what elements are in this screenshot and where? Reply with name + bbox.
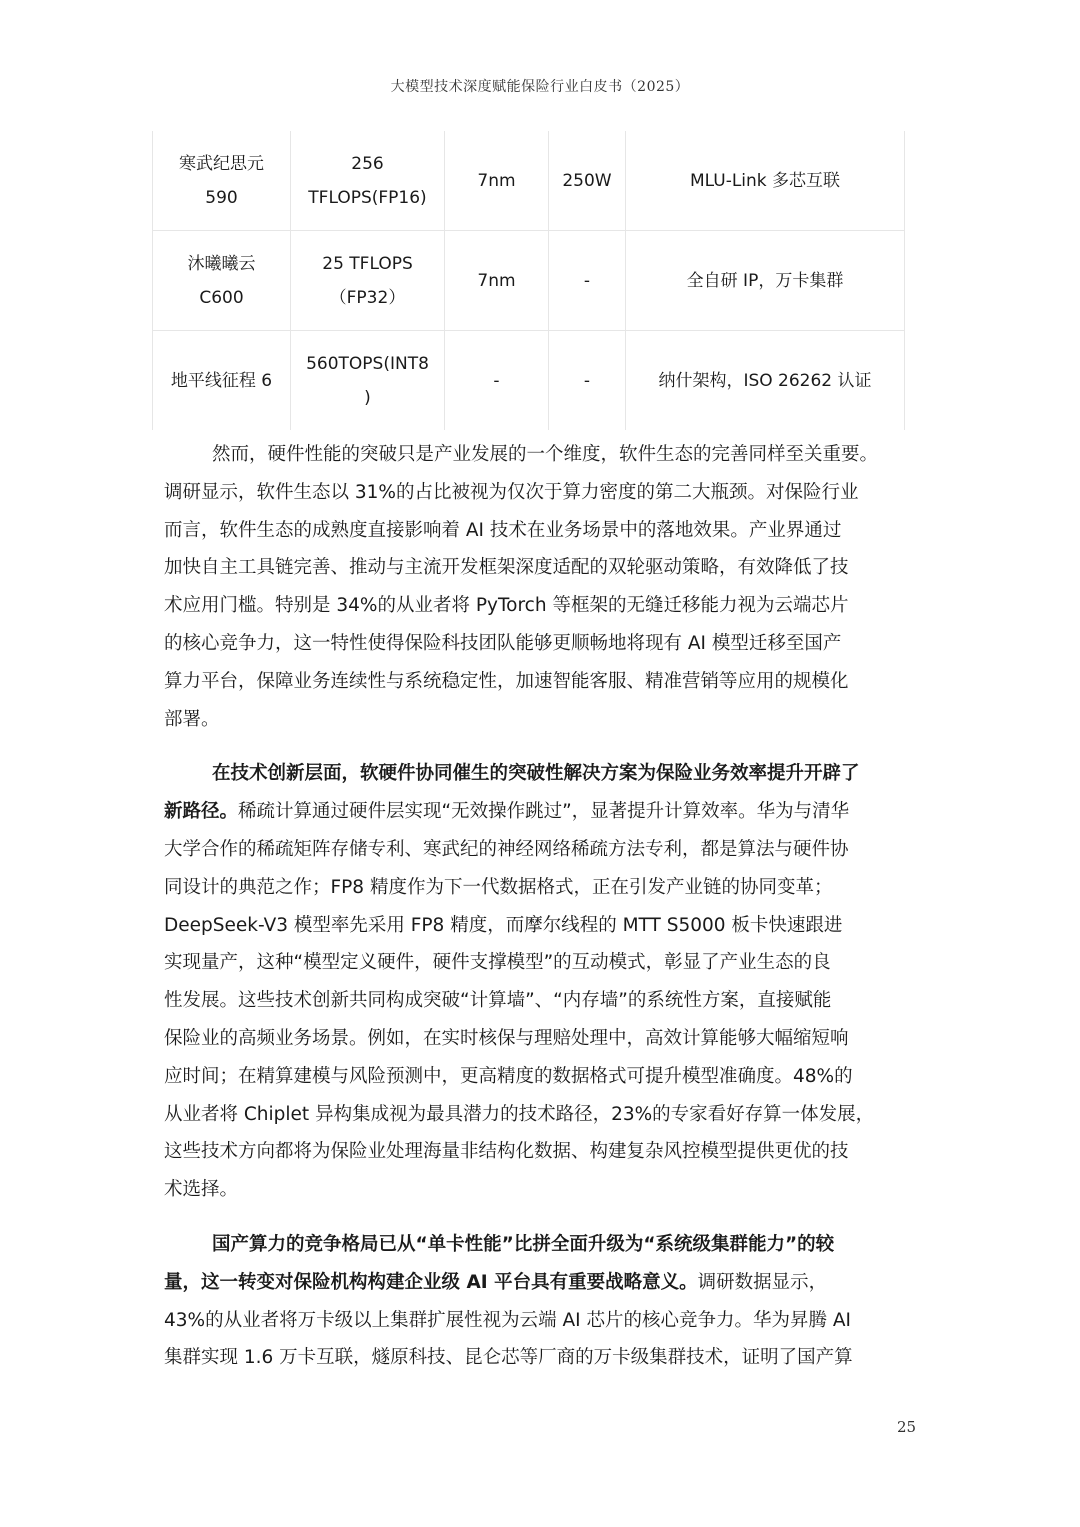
chip-name-cell: 寒武纪思元 590 — [153, 131, 291, 231]
paragraph-line: 集群实现 1.6 万卡互联，燧原科技、昆仑芯等厂商的万卡级集群技术，证明了国产算 — [164, 1347, 853, 1369]
paragraph-line: 调研显示，软件生态以 31%的占比被视为仅次于算力密度的第二大瓶颈。对保险行业 — [164, 481, 859, 503]
chip-name-cell: 地平线征程 6 — [153, 331, 291, 431]
paragraph-line: 加快自主工具链完善、推动与主流开发框架深度适配的双轮驱动策略，有效降低了技 — [164, 557, 849, 579]
paragraph-line: 然而，硬件性能的突破只是产业发展的一个维度，软件生态的完善同样至关重要。 — [212, 444, 879, 465]
paragraph-lead-bold: 国产算力的竞争格局已从“单卡性能”比拼全面升级为“系统级集群能力”的较 — [212, 1233, 835, 1255]
paragraph-line: 的核心竞争力，这一特性使得保险科技团队能够更顺畅地将现有 AI 模型迁移至国产 — [164, 632, 842, 654]
paragraph-line: 同设计的典范之作；FP8 精度作为下一代数据格式，正在引发产业链的协同变革； — [164, 876, 833, 898]
paragraph-line-rest: 稀疏计算通过硬件层实现“无效操作跳过”，显著提升计算效率。华为与清华 — [238, 801, 850, 823]
chip-name-cell: 沐曦曦云 C600 — [153, 231, 291, 331]
paragraph-line: 43%的从业者将万卡级以上集群扩展性视为云端 AI 芯片的核心竞争力。华为昇腾 AI — [164, 1309, 851, 1331]
power-cell: - — [549, 331, 626, 431]
paragraph-line: 部署。 — [164, 708, 220, 730]
paragraph-line: 应时间；在精算建模与风险预测中，更高精度的数据格式可提升模型准确度。48%的 — [164, 1065, 853, 1087]
process-cell: 7nm — [445, 131, 549, 231]
paragraph-line: 术选择。 — [164, 1179, 239, 1201]
page-number: 25 — [897, 1418, 917, 1436]
paragraph-lead-bold: 量，这一转变对保险机构构建企业级 AI 平台具有重要战略意义。 — [164, 1271, 698, 1293]
feature-cell: 全自研 IP，万卡集群 — [626, 231, 905, 331]
paragraph-line: DeepSeek-V3 模型率先采用 FP8 精度，而摩尔线程的 MTT S5000 板卡快速跟进 — [164, 914, 843, 936]
process-cell: - — [445, 331, 549, 431]
table-row — [153, 331, 905, 431]
paragraph-line: 从业者将 Chiplet 异构集成视为最具潜力的技术路径，23%的专家看好存算一体发展， — [164, 1103, 875, 1125]
power-cell: - — [549, 231, 626, 331]
power-cell: 250W — [549, 131, 626, 231]
paragraph-line — [164, 793, 934, 831]
performance-cell: 25 TFLOPS （FP32） — [291, 231, 445, 331]
paragraph-line: 术应用门槛。特别是 34%的从业者将 PyTorch 等框架的无缝迁移能力视为云端芯片 — [164, 595, 849, 617]
paragraph-software-ecosystem — [164, 436, 934, 738]
body-text — [164, 436, 934, 1394]
paragraph-line: 这些技术方向都将为保险业处理海量非结构化数据、构建复杂风控模型提供更优的技 — [164, 1141, 849, 1163]
paragraph-line: 保险业的高频业务场景。例如，在实时核保与理赔处理中，高效计算能够大幅缩短响 — [164, 1027, 849, 1049]
feature-cell: 纳什架构，ISO 26262 认证 — [626, 331, 905, 431]
table-row — [153, 231, 905, 331]
process-cell: 7nm — [445, 231, 549, 331]
performance-cell: 256 TFLOPS(FP16) — [291, 131, 445, 231]
performance-cell: 560TOPS(INT8 ) — [291, 331, 445, 431]
paragraph-lead-bold: 在技术创新层面，软硬件协同催生的突破性解决方案为保险业务效率提升开辟了 — [212, 763, 860, 785]
running-header: 大模型技术深度赋能保险行业白皮书（2025） — [390, 79, 690, 95]
paragraph-cluster-competition — [164, 1226, 934, 1377]
paragraph-lead-bold: 新路径。 — [164, 801, 239, 823]
paragraph-line: 算力平台，保障业务连续性与系统稳定性，加速智能客服、精准营销等应用的规模化 — [164, 670, 849, 692]
chip-spec-table — [152, 131, 905, 430]
paragraph-line — [164, 1264, 934, 1302]
paragraph-line: 大学合作的稀疏矩阵存储专利、寒武纪的神经网络稀疏方法专利，都是算法与硬件协 — [164, 838, 849, 860]
paragraph-tech-innovation — [164, 755, 934, 1209]
paragraph-line: 而言，软件生态的成熟度直接影响着 AI 技术在业务场景中的落地效果。产业界通过 — [164, 519, 842, 541]
feature-cell: MLU-Link 多芯互联 — [626, 131, 905, 231]
paragraph-line: 实现量产，这种“模型定义硬件，硬件支撑模型”的互动模式，彰显了产业生态的良 — [164, 952, 831, 974]
table-row — [153, 131, 905, 231]
paragraph-line-rest: 调研数据显示， — [697, 1271, 828, 1293]
paragraph-line: 性发展。这些技术创新共同构成突破“计算墙”、“内存墙”的系统性方案，直接赋能 — [164, 990, 832, 1012]
